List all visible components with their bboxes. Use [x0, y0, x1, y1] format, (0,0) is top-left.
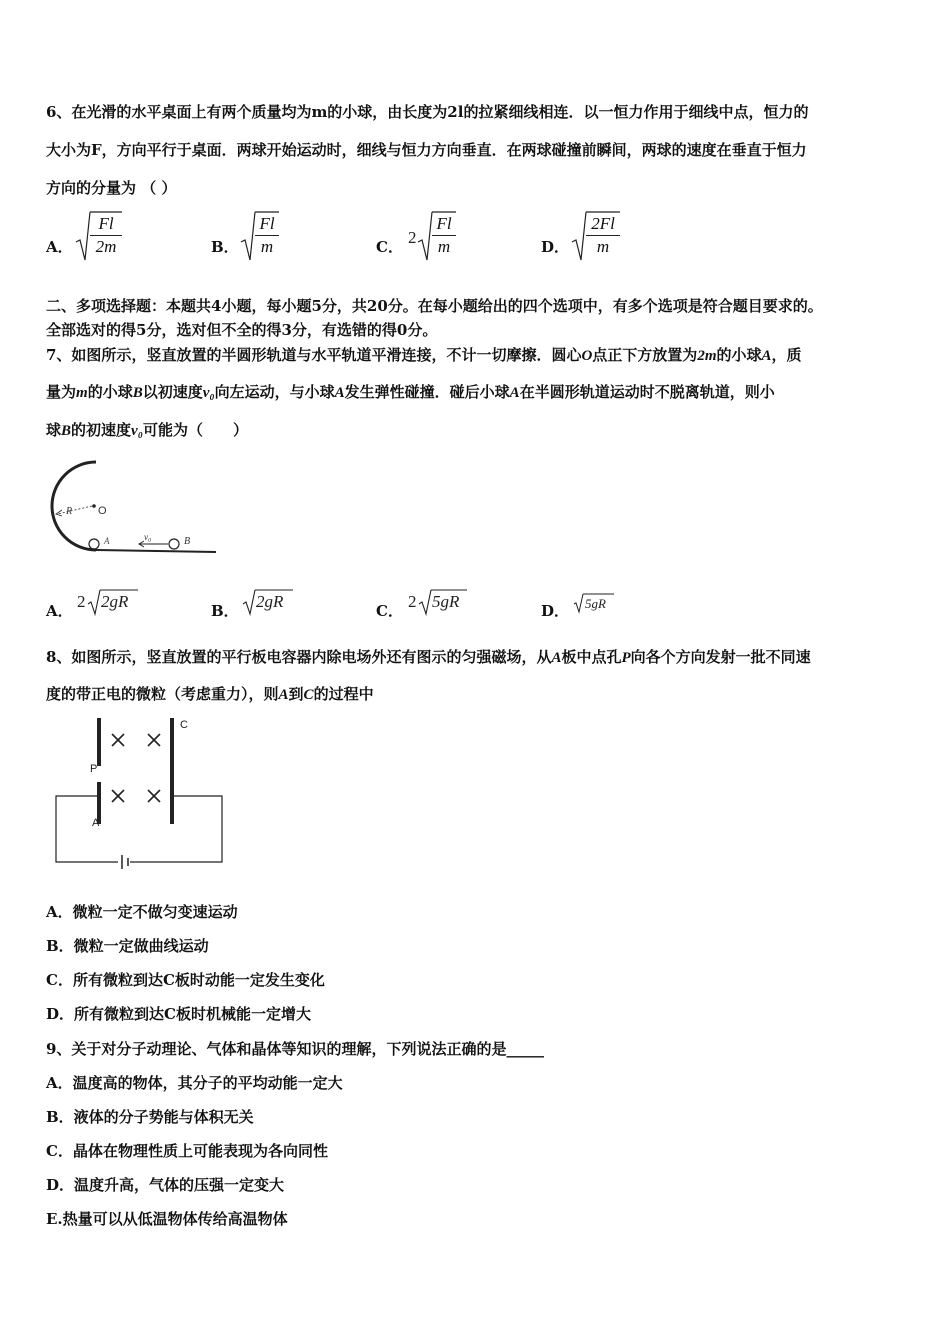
var-c: C: [303, 687, 314, 703]
q8-stem-line-1: [46, 647, 811, 668]
option-label: A．: [46, 238, 73, 256]
var-m: m: [76, 385, 88, 401]
q8-option-b[interactable]: B．微粒一定做曲线运动: [46, 937, 209, 955]
sqrt-sign: [243, 590, 257, 616]
option-label: D．: [541, 602, 570, 620]
option-label: C．: [376, 602, 403, 620]
var-a: A: [334, 385, 345, 401]
q9-option-e[interactable]: E.热量可以从低温物体传给高温物体: [46, 1210, 288, 1228]
q7-fig-label-r: R: [66, 506, 73, 517]
q9-option-a[interactable]: A．温度高的物体，其分子的平均动能一定大: [46, 1074, 343, 1092]
q8-fig-label-p: P: [90, 763, 98, 775]
numerator: 2Fl: [586, 213, 620, 236]
q7-track-figure: [44, 458, 224, 560]
section-2-heading-line-2: 全部选对的得5分，选对但不全的得3分，有选错的得0分。: [46, 321, 438, 339]
denominator: 2m: [95, 237, 117, 256]
radicand: 2gR: [101, 592, 129, 611]
option-label: D．: [541, 238, 570, 256]
q7-stem-line-1: [46, 345, 802, 366]
text: 点正下方放置为: [592, 346, 698, 364]
text: 在半圆形轨道运动时不脱离轨道，则小: [519, 383, 775, 401]
text: 量为: [46, 383, 77, 401]
var-a: A: [509, 385, 520, 401]
var-a: A: [278, 687, 289, 703]
coefficient: 2: [408, 228, 417, 247]
text: 可能为（ ）: [142, 421, 248, 439]
q9-option-c[interactable]: C．晶体在物理性质上可能表现为各向同性: [46, 1142, 328, 1160]
var-v0: v₀: [202, 385, 215, 401]
q6-stem-line-1: 6、在光滑的水平桌面上有两个质量均为m的小球，由长度为2l的拉紧细线相连．以一恒力作用于细线中点，恒力的: [46, 103, 809, 121]
coefficient: 2: [408, 592, 417, 611]
section-2-heading-line-1: 二、多项选择题：本题共4小题，每小题5分，共20分。在每小题给出的四个选项中，有多个选项是符合题目要求的。: [46, 297, 823, 315]
q7-stem-line-3: [46, 420, 248, 441]
q6-stem-line-3: 方向的分量为 （ ）: [46, 179, 177, 197]
text: 的过程中: [313, 685, 374, 703]
option-label: B．: [211, 602, 239, 620]
radicand: 2gR: [256, 592, 284, 611]
magnetic-field-crosses: [112, 734, 160, 802]
sqrt-sign: [76, 212, 90, 262]
text: ，质: [771, 346, 802, 364]
var-2m: 2m: [697, 348, 717, 364]
q7-fig-label-o: O: [98, 505, 107, 517]
option-label: A．: [46, 602, 73, 620]
text: 8、如图所示，竖直放置的平行板电容器内除电场外还有图示的匀强磁场，从: [46, 648, 552, 666]
numerator: Fl: [255, 213, 279, 236]
q7-fig-label-a: A: [104, 536, 110, 546]
text: 发生弹性碰撞．碰后小球: [344, 383, 510, 401]
q9-stem: 9、关于对分子动理论、气体和晶体等知识的理解，下列说法正确的是_____: [46, 1040, 544, 1058]
q8-option-c[interactable]: C．所有微粒到达C板时动能一定发生变化: [46, 971, 325, 989]
text: 7、如图所示，竖直放置的半圆形轨道与水平轨道平滑连接，不计一切摩擦．圆心: [46, 346, 582, 364]
text: 以初速度: [142, 383, 203, 401]
denominator: m: [596, 237, 610, 256]
q8-capacitor-figure: [52, 714, 232, 866]
fraction: [90, 213, 122, 258]
q8-option-d[interactable]: D．所有微粒到达C板时机械能一定增大: [46, 1005, 311, 1023]
q9-option-b[interactable]: B．液体的分子势能与体积无关: [46, 1108, 254, 1126]
sqrt-sign: [419, 590, 433, 616]
q8-fig-label-c: C: [180, 719, 188, 731]
coefficient: 2: [77, 592, 86, 611]
text: 球: [46, 421, 62, 439]
q7-stem-line-2: [46, 382, 775, 403]
var-b: B: [132, 385, 143, 401]
q8-stem-line-2: [46, 684, 374, 705]
q8-option-a[interactable]: A．微粒一定不做匀变速运动: [46, 903, 238, 921]
q9-option-d[interactable]: D．温度升高，气体的压强一定变大: [46, 1176, 285, 1194]
var-a: A: [551, 650, 562, 666]
text: 的小球: [87, 383, 133, 401]
text: 的小球: [716, 346, 762, 364]
numerator: Fl: [432, 213, 456, 236]
var-o: O: [581, 348, 593, 364]
q8-fig-label-a: A: [92, 817, 100, 829]
radicand: 5gR: [432, 592, 460, 611]
sqrt-sign: [418, 212, 432, 262]
text: 到: [288, 685, 304, 703]
radicand: 5gR: [585, 596, 606, 611]
sqrt-sign: [88, 590, 102, 616]
text: 板中点孔: [561, 648, 622, 666]
option-label: B．: [211, 238, 239, 256]
text: 度的带正电的微粒（考虑重力），则: [46, 685, 279, 703]
fraction: [255, 213, 279, 258]
text: 向各个方向发射一批不同速: [630, 648, 811, 666]
denominator: m: [260, 237, 274, 256]
var-a: A: [761, 348, 772, 364]
sqrt-sign: [241, 212, 255, 262]
var-p: P: [621, 650, 631, 666]
fraction: [586, 213, 620, 258]
var-b: B: [61, 423, 72, 439]
text: 的初速度: [71, 421, 132, 439]
var-v0: v₀: [131, 423, 143, 439]
q6-stem-line-2: 大小为F，方向平行于桌面．两球开始运动时，细线与恒力方向垂直．在两球碰撞前瞬间，两球的速度在垂直于恒力: [46, 141, 807, 159]
denominator: m: [437, 237, 451, 256]
fraction: [432, 213, 456, 258]
option-label: C．: [376, 238, 403, 256]
numerator: Fl: [90, 213, 122, 236]
sqrt-sign: [572, 212, 586, 262]
q7-fig-label-b: B: [184, 536, 191, 547]
q7-fig-label-v0: v₀: [144, 532, 152, 542]
text: 向左运动，与小球: [214, 383, 335, 401]
